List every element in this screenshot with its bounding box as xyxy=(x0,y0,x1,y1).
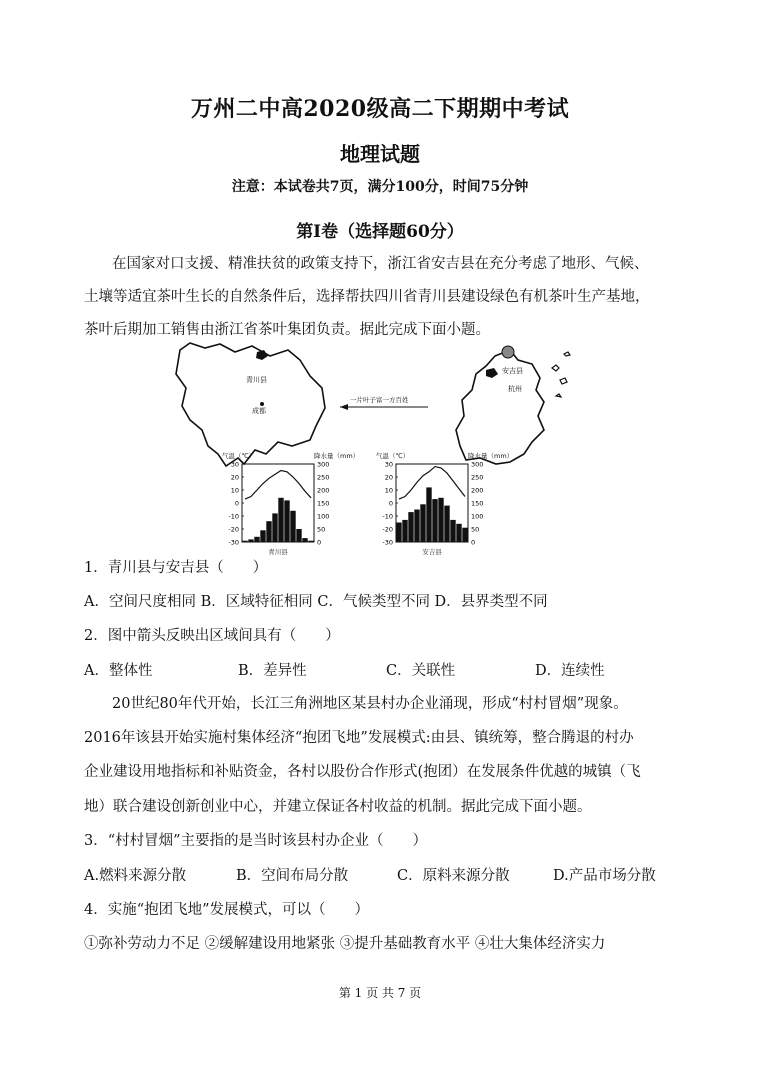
chart-temp-label: 气温（℃） xyxy=(222,452,256,460)
exam-title: 万州二中高2020级高二下期期中考试 xyxy=(190,96,570,122)
passage1-line: 茶叶后期加工销售由浙江省茶叶集团负责。据此完成下面小题。 xyxy=(84,322,490,338)
chart-temp-label: 气温（℃） xyxy=(376,452,410,460)
precip-tick-label: 250 xyxy=(317,473,330,482)
temp-tick-label: 10 xyxy=(384,486,393,495)
precip-tick-label: 100 xyxy=(471,512,484,521)
question-2-option-a: A．整体性 xyxy=(84,663,153,679)
passage2-line: 企业建设用地指标和补贴资金，各村以股份合作形式(抱团）在发展条件优越的城镇（飞 xyxy=(84,764,641,780)
precip-bar xyxy=(284,500,289,542)
question-4-items: ①弥补劳动力不足 ②缓解建设用地紧张 ③提升基础教育水平 ④壮大集体经济实力 xyxy=(84,936,606,952)
precip-tick-label: 300 xyxy=(471,460,484,469)
question-2-option-d: D．连续性 xyxy=(535,663,605,679)
temp-tick-label: 0 xyxy=(234,499,239,508)
taihu-lake xyxy=(502,346,514,358)
anji-marker xyxy=(486,368,498,378)
temp-tick-label: 20 xyxy=(230,473,239,482)
precip-bar xyxy=(450,520,455,542)
precip-bar xyxy=(456,524,461,542)
precip-bar xyxy=(462,528,467,542)
exam-subtitle: 地理试题 xyxy=(340,142,420,166)
zhejiang-map-outline xyxy=(456,350,544,464)
question-3-option-d: D.产品市场分散 xyxy=(553,868,656,884)
tea-assistance-figure xyxy=(160,338,600,560)
map-label-hangzhou: 杭州 xyxy=(508,385,522,393)
precip-tick-label: 100 xyxy=(317,512,330,521)
precip-bar xyxy=(290,511,295,542)
precip-bar xyxy=(444,506,449,542)
question-4-stem: 4．实施“抱团飞地”发展模式，可以（ ） xyxy=(84,902,370,918)
temp-tick-label: -10 xyxy=(382,512,393,521)
precip-tick-label: 150 xyxy=(471,499,484,508)
chart-precip-label: 降水量（mm） xyxy=(314,452,360,460)
question-1-options: A．空间尺度相同 B．区域特征相同 C．气候类型不同 D．县界类型不同 xyxy=(84,594,548,610)
temp-tick-label: -10 xyxy=(228,512,239,521)
passage2-line: 地）联合建设创新创业中心，并建立保证各村收益的机制。据此完成下面小题。 xyxy=(84,799,592,815)
precip-tick-label: 50 xyxy=(471,525,480,534)
temp-tick-label: 10 xyxy=(230,486,239,495)
temp-tick-label: -30 xyxy=(382,538,393,547)
chart-precip-label: 降水量（mm） xyxy=(468,452,514,460)
precip-tick-label: 0 xyxy=(471,538,476,547)
precip-bar xyxy=(260,530,265,542)
precip-bar xyxy=(402,520,407,542)
precip-bar xyxy=(278,498,283,542)
temperature-line xyxy=(399,467,465,500)
precip-tick-label: 300 xyxy=(317,460,330,469)
climate-chart-qingchuan xyxy=(222,451,359,556)
section-heading: 第Ⅰ卷（选择题60分） xyxy=(296,222,464,242)
precip-bar xyxy=(254,537,259,542)
passage1-line: 土壤等适宜茶叶生长的自然条件后，选择帮扶四川省青川县建设绿色有机茶叶生产基地， xyxy=(84,289,650,305)
precip-bar xyxy=(242,541,247,542)
assistance-arrow-label: 一片叶子富一方百姓 xyxy=(350,396,409,404)
chart-plot-frame xyxy=(242,464,314,542)
precip-bar xyxy=(266,521,271,542)
precip-bar xyxy=(248,539,253,542)
precip-bar xyxy=(308,541,313,542)
precip-bar xyxy=(408,512,413,542)
precip-bar xyxy=(426,487,431,542)
precip-bar xyxy=(432,499,437,542)
exam-notice: 注意：本试卷共7页，满分100分，时间75分钟 xyxy=(231,179,529,195)
question-2-option-c: C．关联性 xyxy=(386,663,456,679)
temperature-line xyxy=(245,471,311,500)
precip-tick-label: 250 xyxy=(471,473,484,482)
precip-tick-label: 0 xyxy=(317,538,322,547)
temp-tick-label: 20 xyxy=(384,473,393,482)
precip-bar xyxy=(420,504,425,542)
passage1-line: 在国家对口支援、精准扶贫的政策支持下，浙江省安吉县在充分考虑了地形、气候、 xyxy=(112,256,649,272)
question-2-option-b: B．差异性 xyxy=(238,663,307,679)
precip-tick-label: 200 xyxy=(471,486,484,495)
page-footer: 第 1 页 共 7 页 xyxy=(338,986,422,1000)
chengdu-dot xyxy=(260,402,264,406)
precip-bar xyxy=(396,523,401,543)
question-3-option-b: B．空间布局分散 xyxy=(236,868,349,884)
precip-tick-label: 150 xyxy=(317,499,330,508)
question-3-option-c: C．原料来源分散 xyxy=(397,868,510,884)
temp-tick-label: -20 xyxy=(228,525,239,534)
question-3-option-a: A.燃料来源分散 xyxy=(84,868,187,884)
map-label-anji: 安吉县 xyxy=(502,367,523,375)
precip-tick-label: 50 xyxy=(317,525,326,534)
precip-bar xyxy=(302,538,307,542)
precip-bar xyxy=(296,529,301,542)
precip-bar xyxy=(414,510,419,543)
chart-caption: 安吉县 xyxy=(422,548,442,556)
climate-chart-anji xyxy=(376,451,513,556)
question-1-stem: 1．青川县与安吉县（ ） xyxy=(84,560,268,576)
temp-tick-label: 30 xyxy=(384,460,393,469)
precip-bar xyxy=(272,513,277,542)
temp-tick-label: -20 xyxy=(382,525,393,534)
question-2-stem: 2．图中箭头反映出区域间具有（ ） xyxy=(84,628,340,644)
precip-tick-label: 200 xyxy=(317,486,330,495)
question-3-stem: 3．“村村冒烟”主要指的是当时该县村办企业（ ） xyxy=(84,833,428,849)
precip-bar xyxy=(438,498,443,542)
map-label-qingchuan: 青川县 xyxy=(246,376,267,384)
map-label-chengdu: 成都 xyxy=(252,407,266,415)
passage2-line: 2016年该县开始实施村集体经济“抱团飞地”发展模式:由县、镇统筹，整合腾退的村办 xyxy=(84,730,634,746)
zhejiang-islands xyxy=(552,352,570,397)
passage2-line: 20世纪80年代开始，长江三角洲地区某县村办企业涌现，形成“村村冒烟”现象。 xyxy=(112,696,628,712)
assistance-arrow-head xyxy=(340,404,348,410)
temp-tick-label: 0 xyxy=(388,499,393,508)
chart-caption: 青川县 xyxy=(268,548,288,556)
temp-tick-label: 30 xyxy=(230,460,239,469)
qingchuan-marker xyxy=(256,350,268,360)
temp-tick-label: -30 xyxy=(228,538,239,547)
